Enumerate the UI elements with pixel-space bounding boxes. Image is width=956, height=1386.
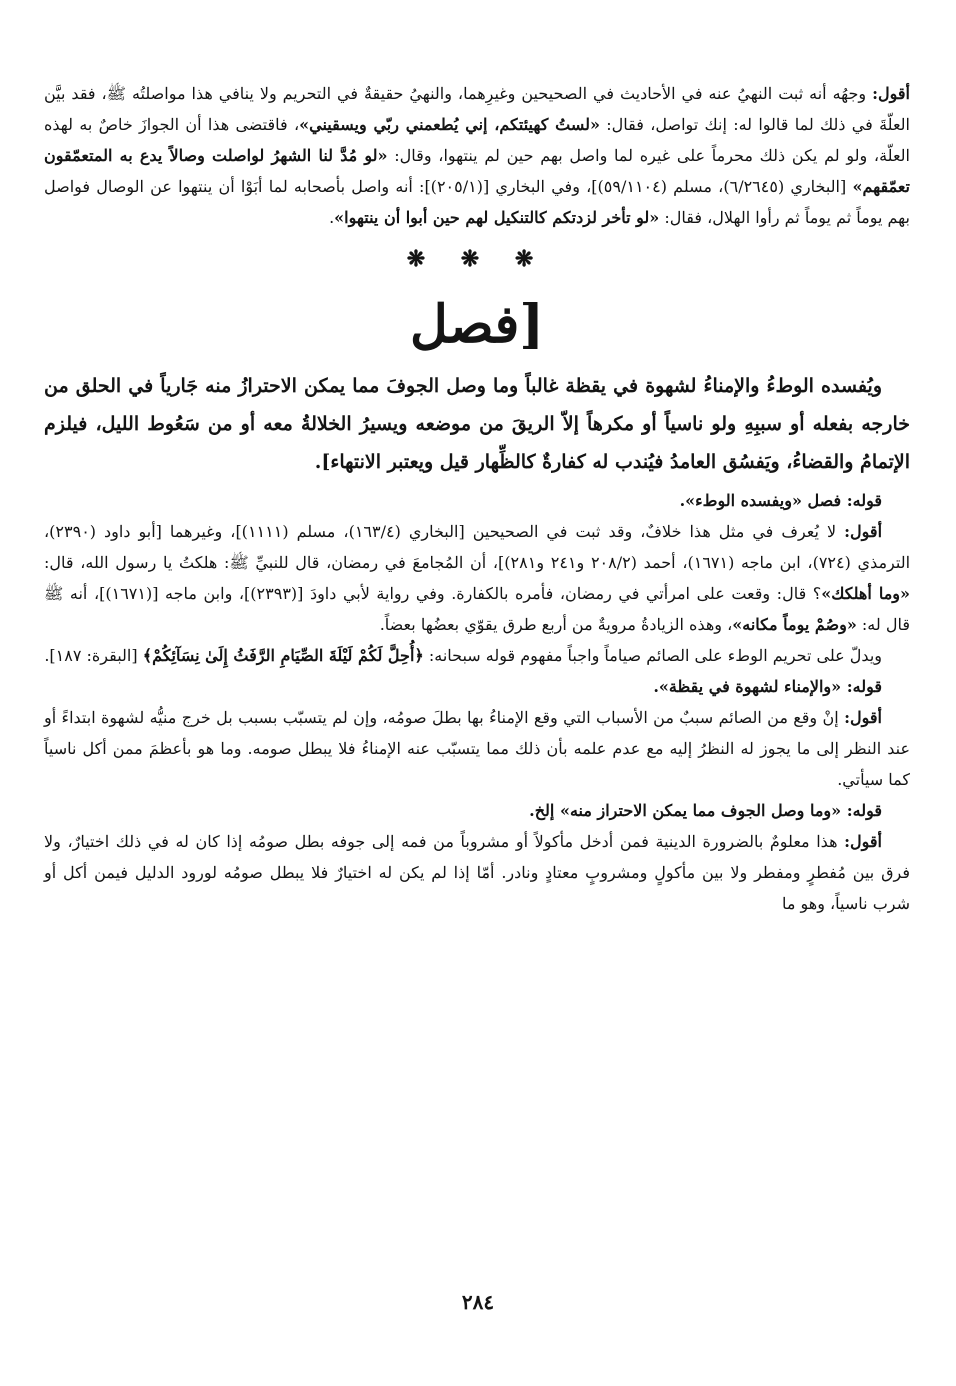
paragraph-1 xyxy=(44,78,910,233)
text-run: إنْ وقع من الصائم سببٌ من الأسباب التي وقع الإمناءُ بها بطلَ صومُه، وإن لم يتسبّب بسبب بل خرج منيُّه لشهوة ابتداءً أو عند النظر إلى ما يجوز له النظرُ إليه مع عدم علمه بأن ذلك مما يتسبّب عنه الإمناءُ فلا يبطل صومه. وما هو بأعظمَ ممن أكل ناسياً كما سيأتي. xyxy=(44,708,911,789)
hadith-quote: «لستُ كهيئتكم، إني يُطعمني ربّي ويسقيني» xyxy=(299,115,600,134)
aqool-label: أقول: xyxy=(844,708,882,727)
text-run: [البخاري (٦/٢٦٤٥)، مسلم (٥٩/١١٠٤)]، وفي البخاري [(٢٠٥/١)]: أنه واصل بأصحابه لما أبَوْا أن ينتهوا عن الوصال فواصل بهم يوماً ثم يوماً ثم رأوا الهلال، فقال: xyxy=(44,177,910,227)
text-run: ، وهذه الزيادةُ مرويةٌ من أربع طرق يقوّي بعضُها بعضاً. xyxy=(379,615,733,634)
matn-text: ويُفسده الوطءُ والإمناءُ لشهوة في يقظة غالباً وما وصل الجوفَ مما يمكن الاحترازُ منه جَارياً في الحلق من خارجه بفعله أو سببِهِ ولو ناسياً أو مكرهاً إلاّ الريقَ من موضعه ويسيرُ الخلالةُ معه أو من سَعُوط الليل، فيلزم الإتمامُ والقضاءُ، ويَفسُق العامدُ فيُندب له كفارةٌ كالظِّهار قيل ويعتبر الانتهاء]. xyxy=(44,375,910,473)
aqool-3 xyxy=(44,826,910,919)
aqool-2 xyxy=(44,702,910,795)
aqool-label: أقول: xyxy=(844,522,883,541)
page-body xyxy=(44,78,910,919)
hadith-quote: «لو مُدَّ لنا الشهرُ لواصلت وصالاً يدع به المتعمّقون تعمّقهم» xyxy=(44,146,911,196)
aqool-1-continued xyxy=(44,640,910,671)
text-run: ، فاقتضى هذا أن الجوازَ خاصٌ به لهذه العلّة، ولو لم يكن ذلك محرماً على غيره لما واصل بهم حين لم ينتهوا، وقال: xyxy=(44,115,910,165)
text-run: ؟ قال: وقعت على امرأتي في رمضان، فأمره بالكفارة. وفي رواية لأبي داودَ [(٢٣٩٣)]، وابن ماجه [(١٦٧١)]، أنه ﷺ قال له: xyxy=(44,584,910,634)
qawl-text: «وما وصل الجوف مما يمكن الاحتراز منه» إلخ. xyxy=(529,801,847,820)
aqool-label: أقول: xyxy=(844,832,882,851)
text-run: لا يُعرف في مثل هذا خلافٌ، وقد ثبت في الصحيحين [البخاري (١٦٣/٤)، مسلم (١١١١)]، وغيرهما [أبو داود (٢٣٩٠)، الترمذي (٧٢٤)، ابن ماجه (١٦٧١)، أحمد (٢٠٨/٢ و٢٤١ و٢٨١)]، أن المُجامعَ في رمضان، قال للنبيِّ ﷺ: هلكتُ يا رسول الله، قال: xyxy=(44,522,911,572)
hadith-quote: «وصُمْ يوماً مكانه» xyxy=(732,615,857,634)
quran-verse: ﴿أُحِلَّ لَكُمْ لَيْلَةَ الصِّيَامِ الرَّفَثُ إِلَىٰ نِسَآئِكُمْ﴾ xyxy=(142,646,424,665)
text-run: هذا معلومٌ بالضرورة الدينية فمن أدخل مأكولاً أو مشروباً من فمه إلى جوفه بطل صومُه إذا كان له في ذلك اختيارٌ، ولا فرق بين مُفطرٍ ومفطر ولا بين مأكولٍ ومشروبٍ معتادٍ ونادر. أمّا إذا لم يكن له اختيارٌ فلا يبطل صومُه لورود الدليل فيمن أكل أو شرب ناسياً، وهو ما xyxy=(44,832,910,913)
hadith-quote: «لو تأخر لزدتكم كالتنكيل لهم حين أبوا أن ينتهوا» xyxy=(334,208,660,227)
qawl-label: قوله: xyxy=(846,677,882,696)
page-number: ٢٨٤ xyxy=(461,1290,495,1314)
qawl-text: فصل «ويفسده الوطء». xyxy=(679,491,847,510)
aqool-1 xyxy=(44,516,910,640)
text-run: . xyxy=(329,208,335,227)
qawl-1 xyxy=(44,485,910,516)
qawl-3 xyxy=(44,795,910,826)
text-run: [البقرة: ١٨٧]. xyxy=(44,646,143,665)
text-run: ويدلّ على تحريم الوطء على الصائم صياماً واجباً مفهوم قوله سبحانه: xyxy=(423,646,882,665)
hadith-quote: «وما أهلكك» xyxy=(821,584,911,603)
aqool-label: أقول: xyxy=(872,84,910,103)
text-run: وجهُه أنه ثبت النهيُ عنه في الأحاديث في الصحيحين وغيرِهما، والنهيُ حقيقةٌ في التحريم ولا ينافي هذا مواصلتُه ﷺ، فقد بيَّن العلّةَ في ذلك لما قالوا له: إنك تواصل، فقال: xyxy=(44,84,910,134)
qawl-2 xyxy=(44,671,910,702)
section-heading: [فصل xyxy=(410,294,544,355)
qawl-text: «والإمناء لشهوة في يقظة». xyxy=(653,677,847,696)
qawl-label: قوله: xyxy=(846,491,882,510)
qawl-label: قوله: xyxy=(846,801,882,820)
section-separator: ❋ ❋ ❋ xyxy=(406,246,548,272)
